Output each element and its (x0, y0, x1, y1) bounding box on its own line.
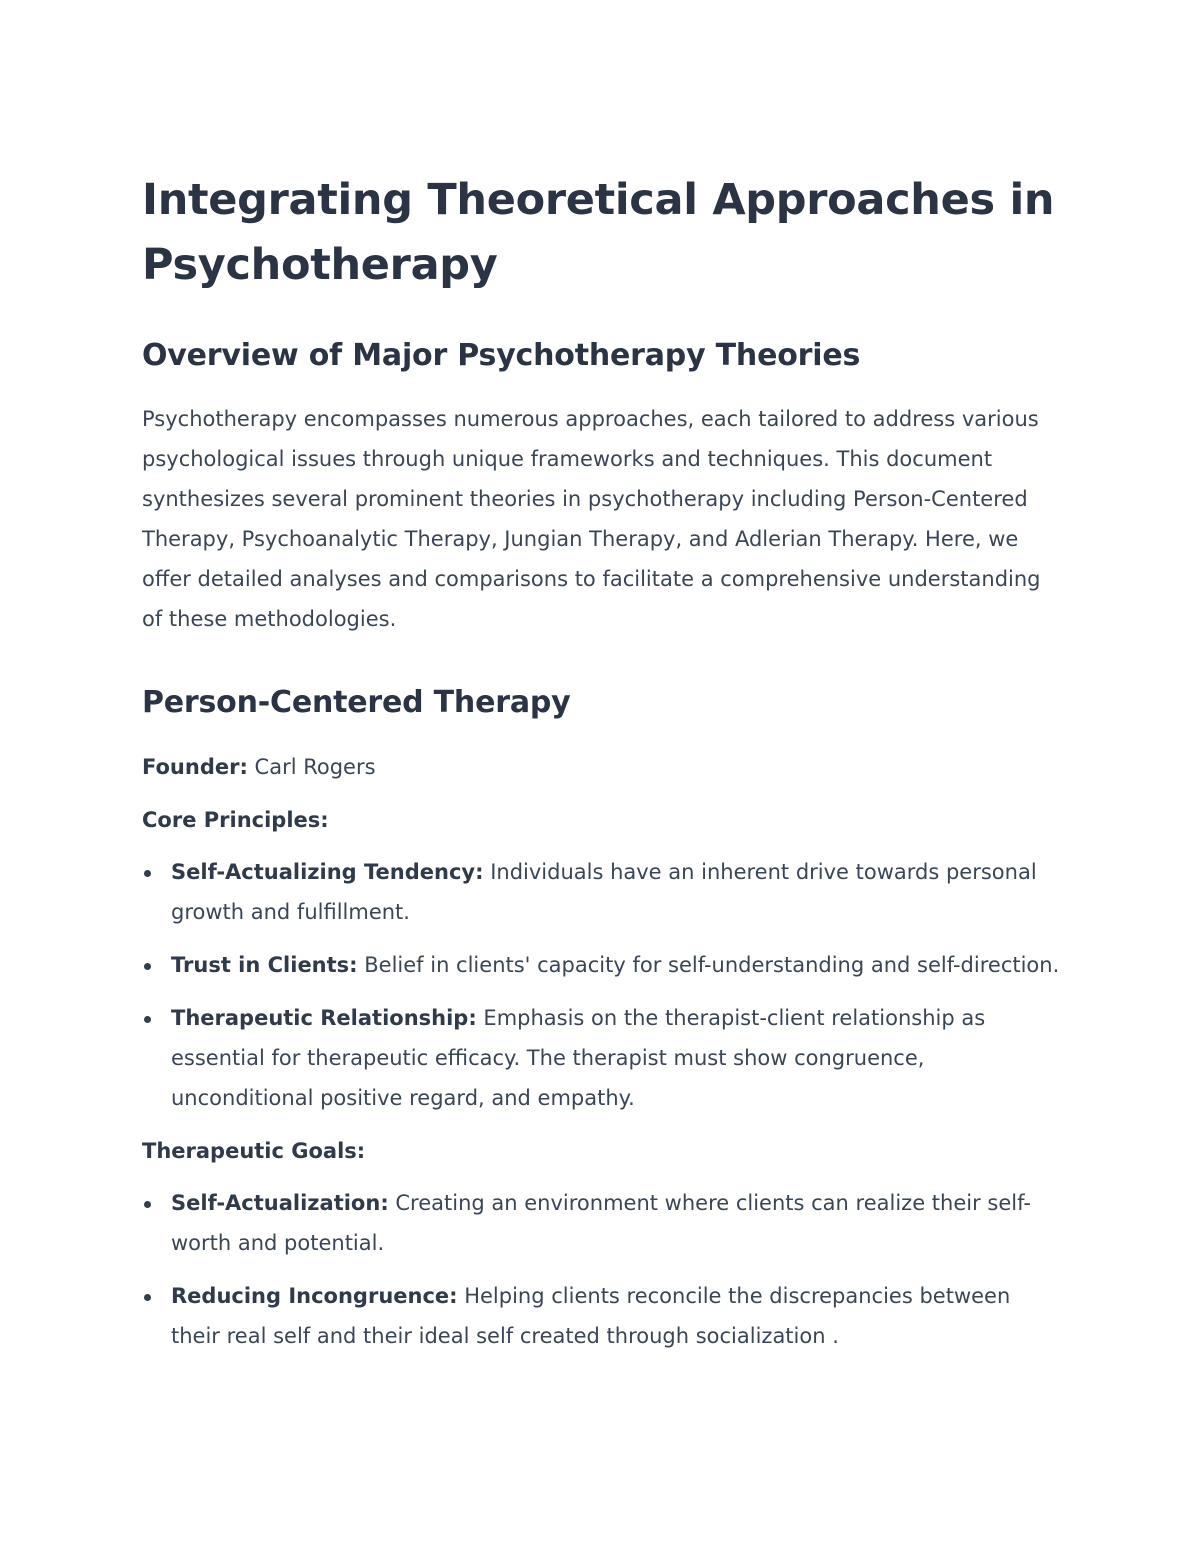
item-text: Individuals have an inherent drive towards personal growth and fulfillment. (171, 860, 1037, 924)
person-centered-heading: Person-Centered Therapy (142, 685, 571, 720)
item-term: Therapeutic Relationship: (171, 1006, 477, 1030)
list-item (142, 998, 1062, 1118)
bullet-icon (144, 1201, 151, 1208)
item-text: Belief in clients' capacity for self-understanding and self-direction. (357, 953, 1060, 977)
therapeutic-goals-label: Therapeutic Goals: (142, 1139, 366, 1163)
item-text: Helping clients reconcile the discrepancies between their real self and their ideal self created through socialization . (171, 1284, 1011, 1348)
core-principles-list (142, 852, 1062, 1118)
list-item (142, 945, 1062, 985)
item-text: Creating an environment where clients can realize their self-worth and potential. (171, 1191, 1031, 1255)
item-term: Trust in Clients: (171, 953, 358, 977)
document-page (142, 168, 1062, 1369)
list-item (142, 1183, 1062, 1263)
overview-paragraph: Psychotherapy encompasses numerous approaches, each tailored to address various psychological issues through unique frameworks and techniques. This document synthesizes several prominent theories in psychotherapy including Person-Centered Therapy, Psychoanalytic Therapy, Jungian Therapy, and Adlerian Therapy. Here, we offer detailed analyses and comparisons to facilitate a comprehensive understanding of these methodologies. (142, 407, 1041, 631)
core-principles-label: Core Principles: (142, 808, 329, 832)
bullet-icon (144, 963, 151, 970)
founder-label: Founder: (142, 755, 248, 779)
document-title: Integrating Theoretical Approaches in Psychotherapy (142, 175, 1055, 290)
therapeutic-goals-list (142, 1183, 1062, 1356)
item-term: Self-Actualization: (171, 1191, 389, 1215)
founder-line (142, 747, 1062, 787)
item-term: Reducing Incongruence: (171, 1284, 458, 1308)
item-text: Emphasis on the therapist-client relationship as essential for therapeutic efficacy. The therapist must show congruence, unconditional positive regard, and empathy. (171, 1006, 986, 1110)
bullet-icon (144, 870, 151, 877)
bullet-icon (144, 1016, 151, 1023)
list-item (142, 1276, 1062, 1356)
item-term: Self-Actualizing Tendency: (171, 860, 484, 884)
bullet-icon (144, 1294, 151, 1301)
founder-value: Carl Rogers (247, 755, 376, 779)
list-item (142, 852, 1062, 932)
overview-heading: Overview of Major Psychotherapy Theories (142, 338, 861, 373)
